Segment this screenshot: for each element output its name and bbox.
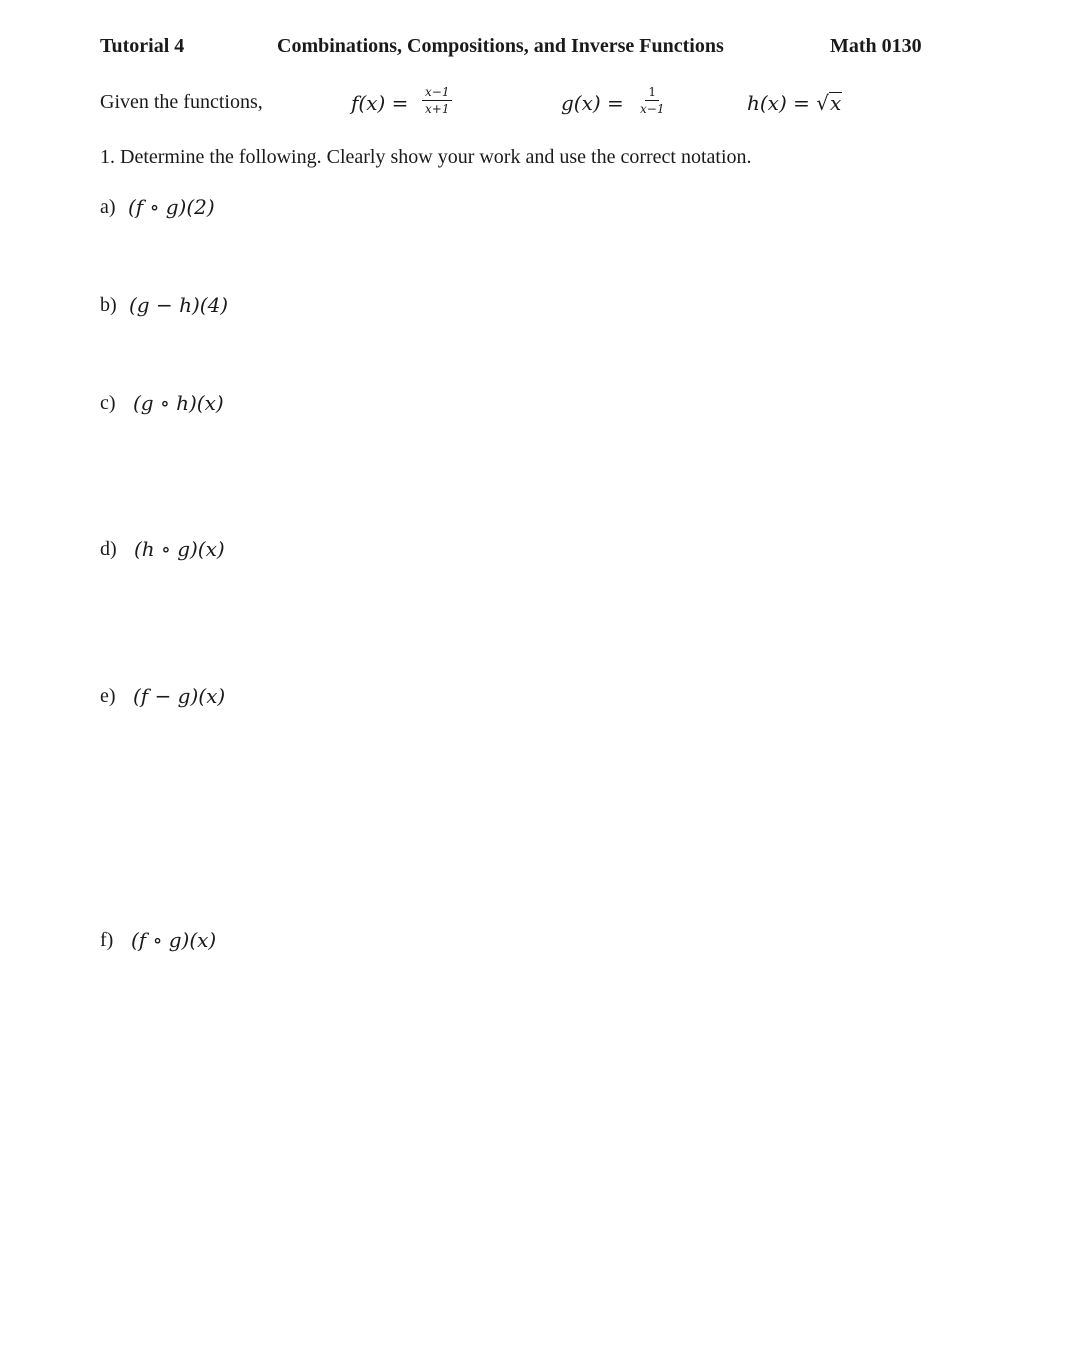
part-b-label: b) [100, 294, 117, 316]
g-fraction [637, 86, 667, 115]
part-b-expression: (g − h)(4) [129, 293, 229, 317]
f-numerator: x−1 [422, 86, 452, 101]
part-f-expression: (f ∘ g)(x) [131, 928, 217, 952]
course-code: Math 0130 [830, 35, 922, 57]
tutorial-label: Tutorial 4 [100, 35, 185, 57]
given-label: Given the functions, [100, 91, 263, 113]
part-a-expression: (f ∘ g)(2) [128, 195, 215, 219]
f-fraction [422, 86, 452, 115]
h-definition [747, 91, 842, 115]
worksheet-title: Combinations, Compositions, and Inverse Functions [277, 35, 724, 57]
part-e-expression: (f − g)(x) [133, 684, 226, 708]
part-d-label: d) [100, 538, 117, 560]
part-a-label: a) [100, 196, 116, 218]
part-c-expression: (g ∘ h)(x) [133, 391, 224, 415]
f-denominator: x+1 [425, 102, 450, 116]
part-c-label: c) [100, 392, 116, 414]
h-radicand: x [830, 91, 842, 115]
radical-symbol: √ [816, 91, 829, 115]
g-denominator: x−1 [640, 102, 665, 116]
g-definition-lhs: g(x) = [561, 91, 624, 115]
part-f-label: f) [100, 929, 114, 951]
question-instruction: 1. Determine the following. Clearly show your work and use the correct notation. [100, 146, 752, 168]
part-e-label: e) [100, 685, 116, 707]
h-definition-lhs: h(x) = [747, 91, 810, 115]
part-d-expression: (h ∘ g)(x) [134, 537, 225, 561]
f-definition-lhs: f(x) = [351, 91, 409, 115]
g-numerator: 1 [645, 86, 659, 101]
